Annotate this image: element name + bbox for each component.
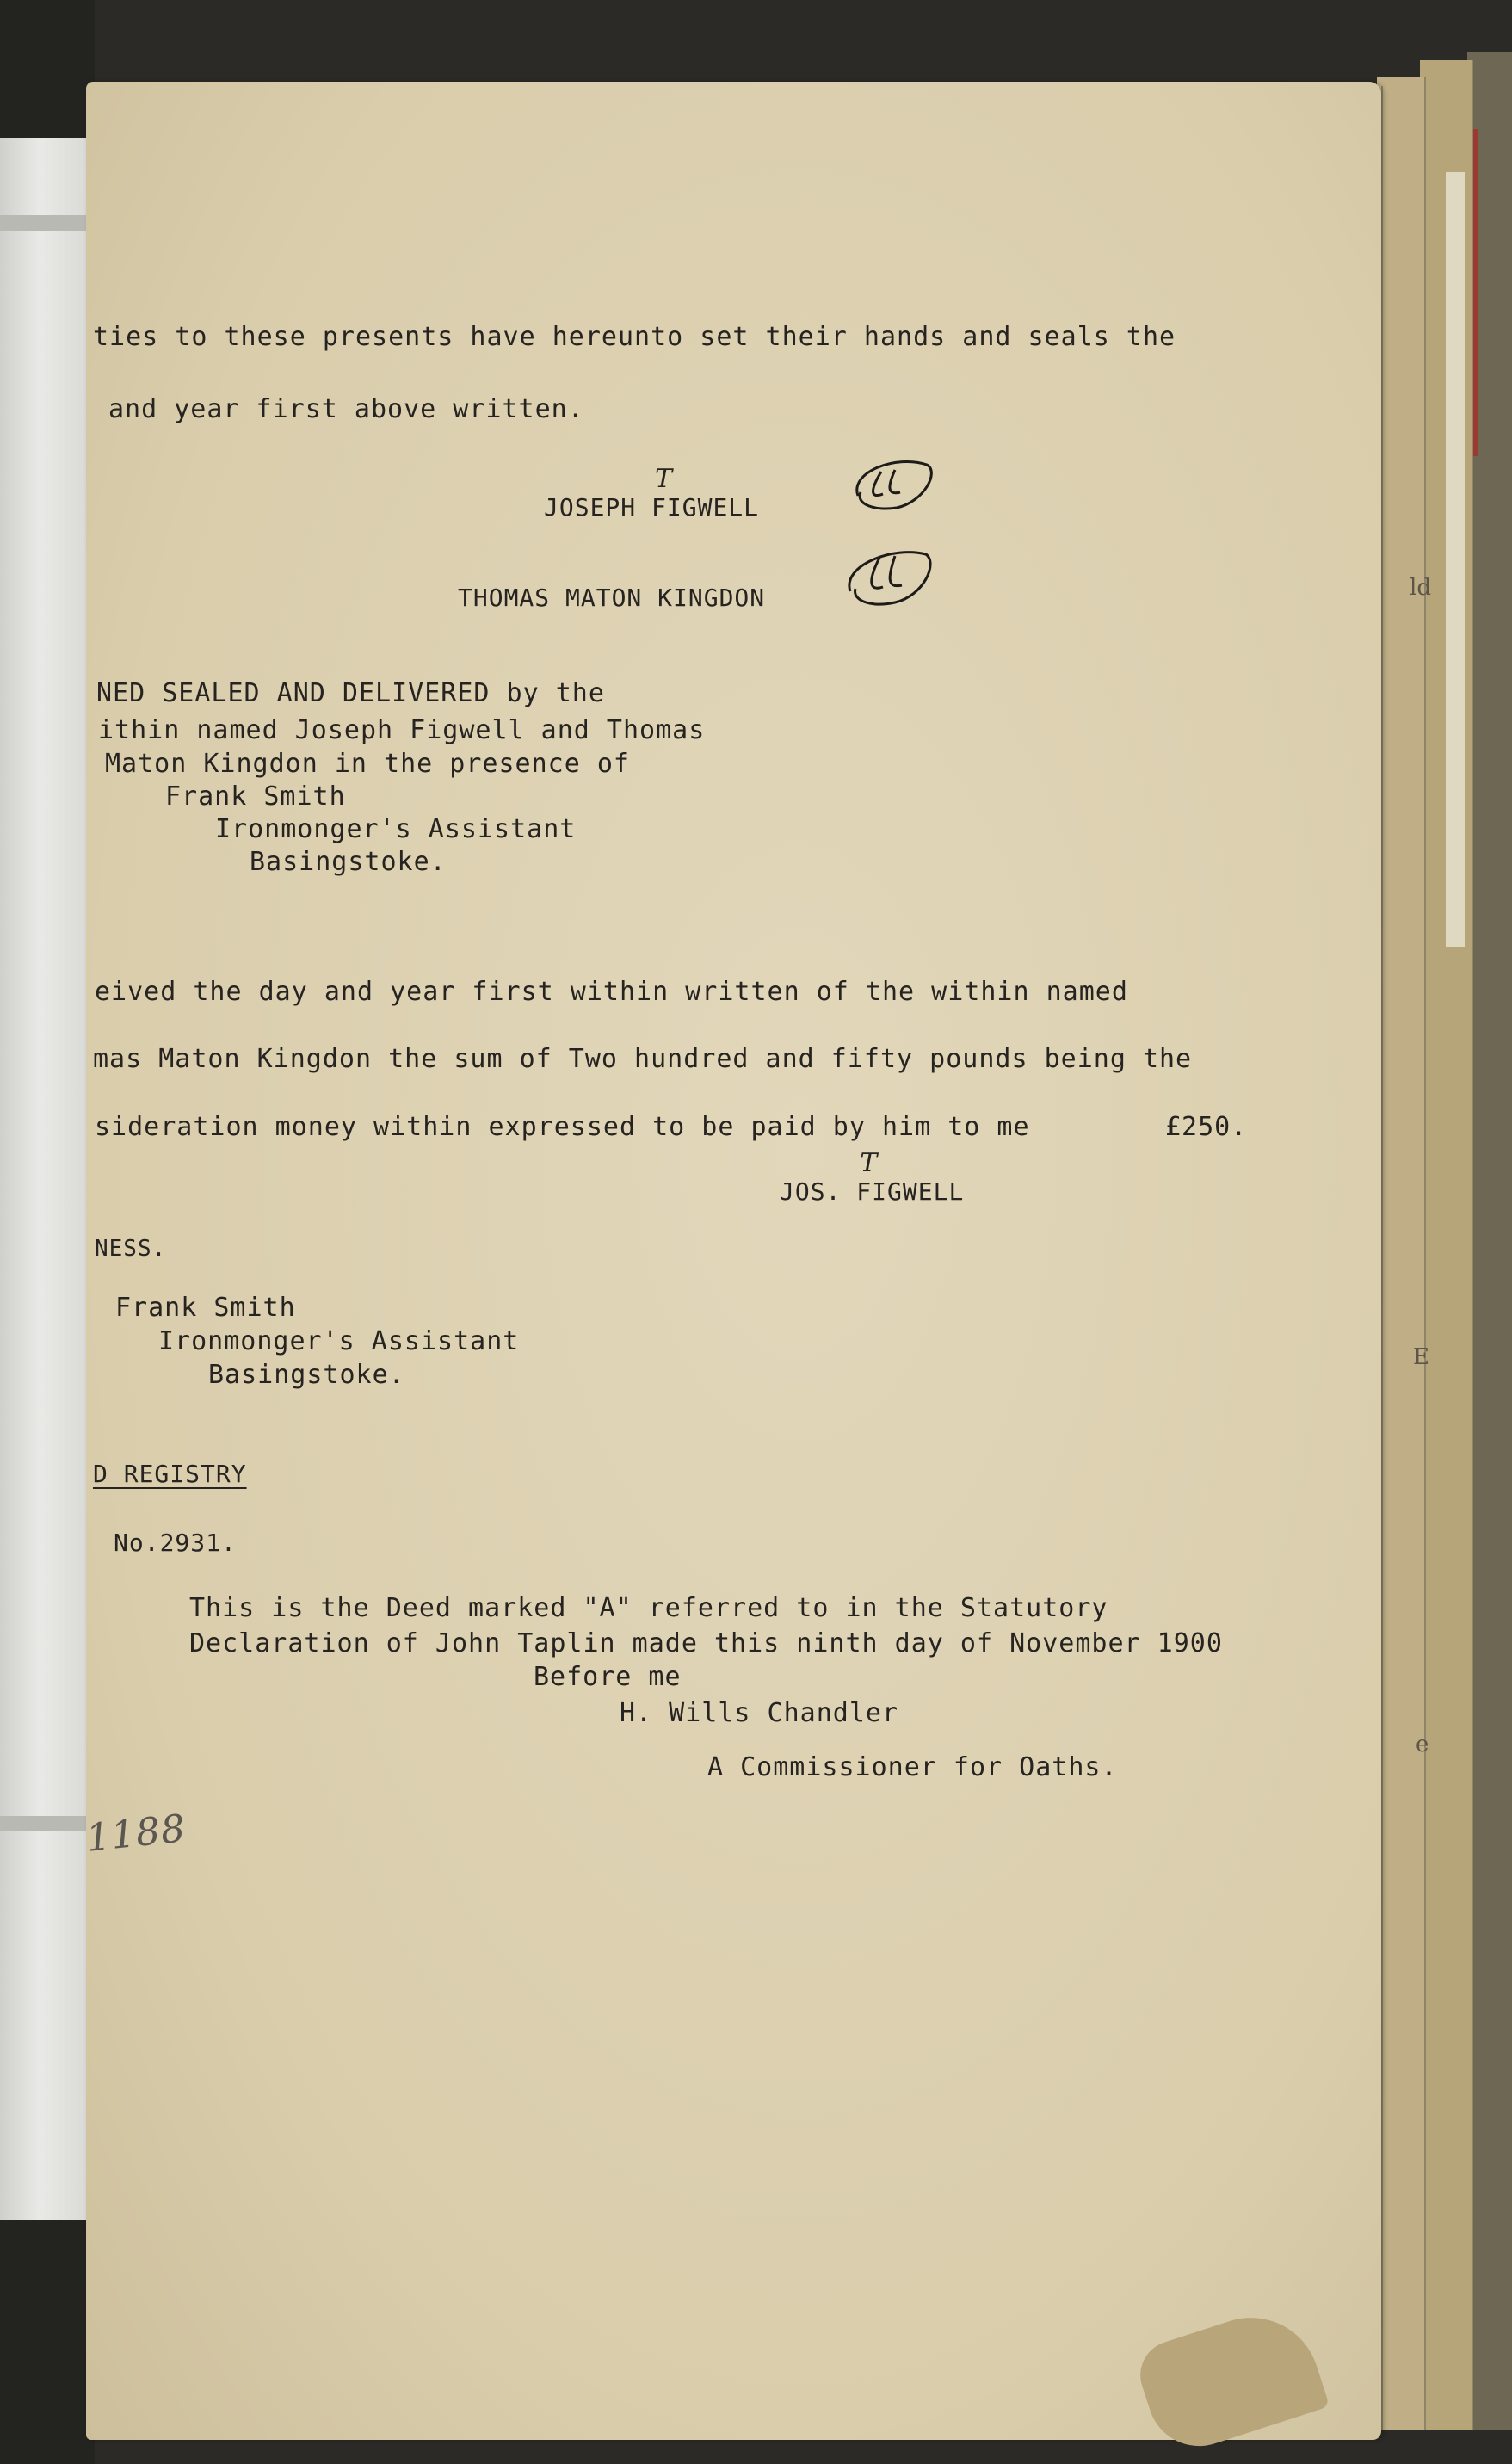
seal-mark-2	[842, 544, 936, 611]
receipt-line-2: mas Maton Kingdon the sum of Two hundred and fifty pounds being the	[93, 1044, 1193, 1074]
attestation-line-3: Maton Kingdon in the presence of	[105, 749, 630, 779]
card-strip-band	[0, 215, 99, 231]
receipt-witness-name: Frank Smith	[115, 1293, 296, 1323]
commissioner-name: H. Wills Chandler	[620, 1698, 899, 1728]
endorsement-line-2: Declaration of John Taplin made this ninth day of November 1900	[189, 1628, 1223, 1658]
signatory-joseph-figwell	[544, 464, 760, 522]
attestation-line-1: NED SEALED AND DELIVERED by the	[96, 678, 605, 708]
attestation-witness-occupation: Ironmonger's Assistant	[215, 814, 577, 844]
attestation-witness-name: Frank Smith	[165, 781, 346, 812]
receipt-witness-occupation: Ironmonger's Assistant	[158, 1326, 520, 1356]
handwritten-correction: T	[655, 464, 674, 494]
receipt-signature-rest: IGWELL	[872, 1177, 965, 1206]
receipt-signature-initial-typed: F	[856, 1177, 873, 1206]
receipt-signature-prefix: JOS.	[780, 1177, 857, 1206]
deed-page	[83, 82, 1381, 2440]
edge-text-fragment: ld	[1410, 575, 1431, 601]
commissioner-title: A Commissioner for Oaths.	[707, 1752, 1118, 1782]
receipt-signature-initial	[856, 1148, 879, 1206]
receipt-witness-label: NESS.	[95, 1236, 167, 1262]
receipt-signature-jos-figwell	[780, 1148, 965, 1206]
pencil-margin-number: 1188	[83, 1806, 188, 1861]
edge-text-fragment: E	[1413, 1344, 1429, 1370]
edge-text-fragment: e	[1416, 1732, 1429, 1757]
attestation-witness-place: Basingstoke.	[250, 847, 447, 877]
receipt-line-3: sideration money within expressed to be paid by him to me	[95, 1112, 1030, 1142]
endorsement-line-3: Before me	[534, 1662, 682, 1692]
receipt-line-1: eived the day and year first within written of the within named	[95, 977, 1128, 1007]
receipt-witness-place: Basingstoke.	[208, 1360, 405, 1390]
signing-clause-line-1: ties to these presents have hereunto set their hands and seals the	[93, 322, 1176, 352]
signatory-surname-rest: IGWELL	[666, 493, 760, 522]
page-edge	[1377, 77, 1426, 2430]
attestation-line-2: ithin named Joseph Figwell and Thomas	[98, 715, 706, 745]
signatory-thomas-maton-kingdon: THOMAS MATON KINGDON	[458, 584, 766, 612]
endorsement-line-1: This is the Deed marked "A" referred to in the Statutory	[189, 1593, 1108, 1623]
signatory-initial-typed: F	[651, 493, 667, 522]
receipt-amount: £250.	[1165, 1112, 1248, 1142]
index-tab-red	[1473, 129, 1478, 456]
signatory-initial-corrected	[651, 464, 674, 522]
seal-mark-1	[845, 454, 940, 515]
registry-heading: D REGISTRY	[93, 1460, 247, 1488]
registry-number: No.2931.	[114, 1528, 237, 1557]
signatory-first-name: JOSEPH	[544, 493, 652, 522]
index-tab	[1446, 172, 1465, 947]
signing-clause-line-2: and year first above written.	[108, 394, 584, 424]
handwritten-correction: T	[860, 1148, 879, 1178]
